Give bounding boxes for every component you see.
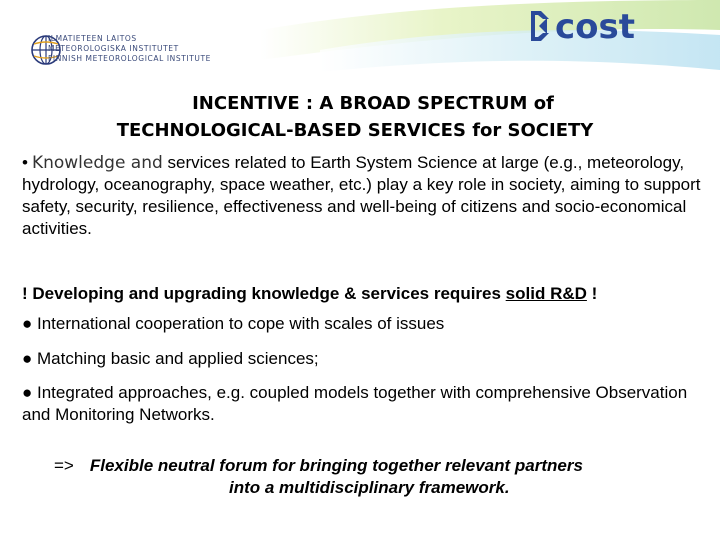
rd-statement [22,283,702,305]
bullet-marker: ● [22,349,33,368]
bullet-text: International cooperation to cope with scales of issues [32,314,445,333]
bullet-marker: • [22,153,28,172]
title-line-1: INCENTIVE : A BROAD SPECTRUM of [192,93,554,114]
cost-logo-text: cost [555,7,636,47]
fmi-logo-text [48,34,211,64]
bullet-text: Matching basic and applied sciences; [32,349,319,368]
conclusion-text-1: Flexible neutral forum for bringing together relevant partners [89,456,583,475]
bullet-marker: ● [22,383,33,402]
statement-underlined: solid R&D [505,284,587,303]
statement-text: ! Developing and upgrading knowledge & services requires [22,284,506,303]
conclusion-line-2: into a multidisciplinary framework. [229,478,510,497]
intro-text: services related to Earth System Science at large (e.g., meteorology, hydrology, oceanography, space weather, etc.) play a key role in society, aiming to support safety, security, resilience, effectiveness and well-being of citizens and socio-economical activities. [22,153,701,238]
conclusion [0,455,720,499]
conclusion-line-1 [0,455,720,477]
arrow-marker: => [54,456,74,475]
cost-logo [527,5,707,47]
bullet-item [22,313,702,335]
intro-paragraph [22,152,702,240]
fmi-logo-line: FINNISH METEOROLOGICAL INSTITUTE [48,54,212,63]
bullet-marker: ● [22,314,33,333]
bullet-item [22,382,702,426]
intro-lead: Knowledge and [31,153,163,173]
statement-end: ! [586,284,598,303]
slide-title [0,90,720,144]
title-line-2: TECHNOLOGICAL-BASED SERVICES for SOCIETY [116,120,594,141]
fmi-logo-line: METEOROLOGISKA INSTITUTET [48,44,179,53]
bullet-text: Integrated approaches, e.g. coupled models together with comprehensive Observation and Monitoring Networks. [22,383,688,424]
fmi-logo-line: ILMATIETEEN LAITOS [48,34,137,43]
bullet-item [22,348,702,370]
